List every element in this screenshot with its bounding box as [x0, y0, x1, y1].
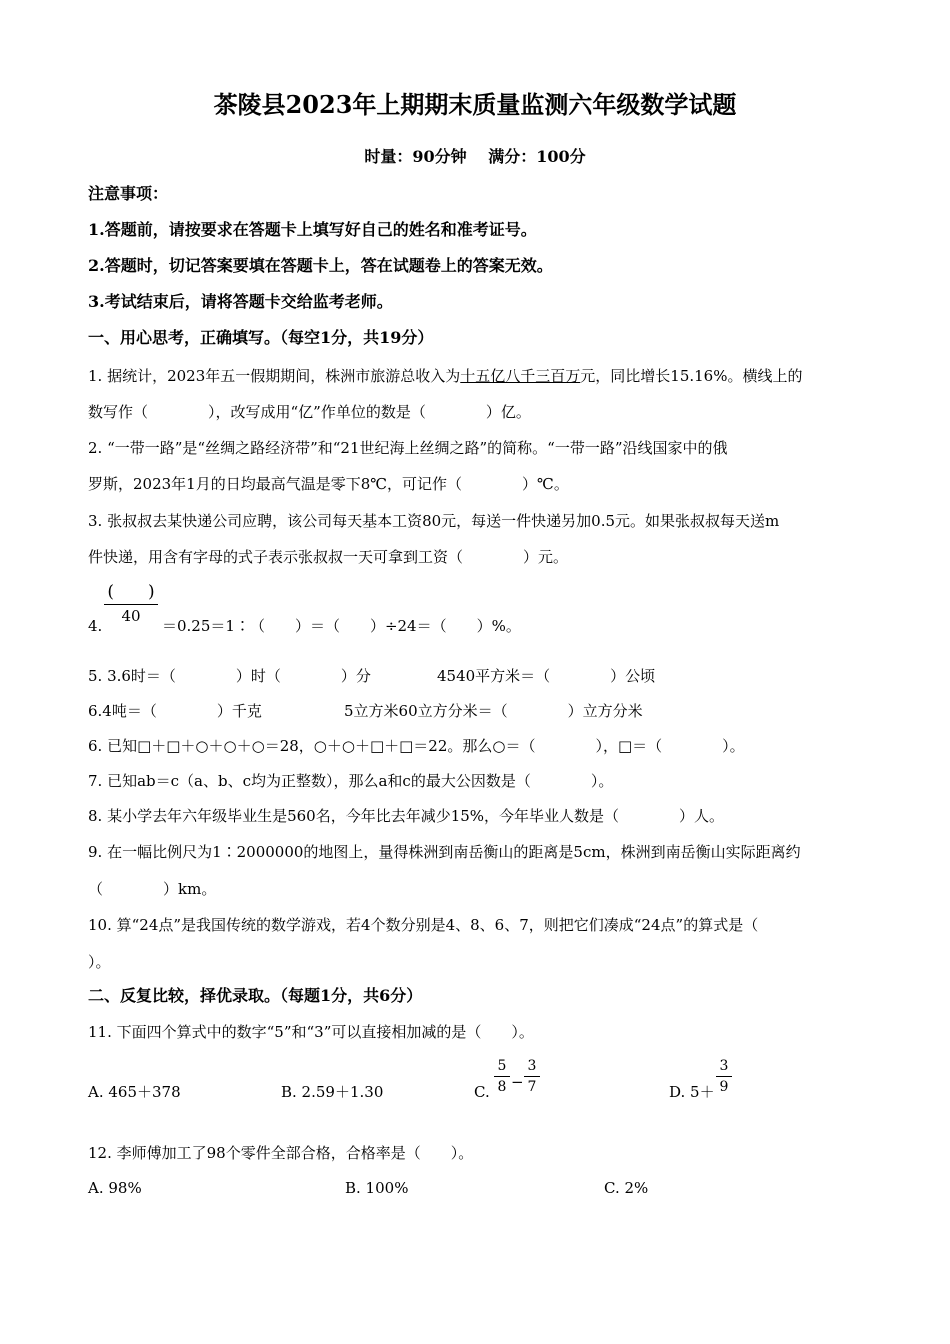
q9-line1: 9. 在一幅比例尺为1∶2000000的地图上，量得株洲到南岳衡山的距离是5cm，株洲到南岳衡山实际距离约 [88, 843, 801, 861]
q11-d-fraction-denominator: 9 [719, 1079, 729, 1095]
q4-fraction-denominator: 40 [121, 607, 141, 625]
q9-line2: （ ）km。 [88, 880, 217, 898]
q11-option-a: A. 465＋378 [88, 1083, 181, 1101]
exam-subtitle: 时量：90分钟 满分：100分 [364, 147, 586, 166]
q11-c-fraction-1 [494, 1058, 510, 1095]
q10-line2: ）。 [88, 953, 111, 971]
q4-number: 4. [88, 617, 103, 635]
q11-d-fraction-bar [716, 1076, 732, 1077]
q5-mass: 6.4吨＝（ ）千克 [88, 702, 262, 720]
q5-time: 5. 3.6时＝（ ）时（ ）分 [88, 667, 371, 685]
q11-c-fraction-2-denominator: 7 [527, 1079, 537, 1095]
q6: 6. 已知□＋□＋○＋○＋○＝28，○＋○＋□＋□＝22。那么○＝（ ），□＝（ ）。 [88, 737, 745, 755]
notes-heading: 注意事项： [88, 184, 169, 203]
q1-underlined-number: 十五亿八千三百万 [460, 367, 581, 385]
q11-c-fraction-2-bar [524, 1076, 540, 1077]
q12-option-c: C. 2% [604, 1179, 649, 1197]
q1-text-a: 1. 据统计，2023年五一假期期间，株洲市旅游总收入为 [88, 367, 461, 385]
q4-fraction-bar [104, 604, 158, 605]
q2-line2: 罗斯，2023年1月的日均最高气温是零下8℃，可记作（ ）℃。 [88, 475, 569, 493]
q11-c-fraction-1-bar [494, 1076, 510, 1077]
note-item: 1.答题前，请按要求在答题卡上填写好自己的姓名和准考证号。 [88, 220, 537, 239]
q3-line2: 件快递，用含有字母的式子表示张叔叔一天可拿到工资（ ）元。 [88, 548, 569, 566]
q1-line1 [88, 366, 802, 386]
section1-heading: 一、用心思考，正确填写。（每空1分，共19分） [88, 328, 434, 347]
q3-line1: 3. 张叔叔去某快递公司应聘，该公司每天基本工资80元，每送一件快递另加0.5元。如果张叔叔每天送m [88, 512, 780, 530]
q11-option-d-label: D. 5＋ [669, 1083, 715, 1101]
q4-fraction [104, 582, 158, 625]
q4-fraction-numerator: ( ) [107, 582, 155, 602]
q12-stem: 12. 李师傅加工了98个零件全部合格，合格率是（ ）。 [88, 1144, 474, 1162]
q11-d-fraction [716, 1058, 732, 1095]
q1-line2: 数写作（ ），改写成用“亿”作单位的数是（ ）亿。 [88, 403, 531, 421]
q2-line1: 2. “一带一路”是“丝绸之路经济带”和“21世纪海上丝绸之路”的简称。“一带一路”沿线国家中的俄 [88, 439, 728, 457]
q4-rest: ＝0.25＝1∶（ ）＝（ ）÷24＝（ ）%。 [162, 617, 521, 635]
note-item: 3.考试结束后，请将答题卡交给监考老师。 [88, 292, 393, 311]
q11-c-fraction-2-numerator: 3 [527, 1058, 537, 1074]
q7: 7. 已知ab＝c（a、b、c均为正整数），那么a和c的最大公因数是（ ）。 [88, 772, 614, 790]
section2-heading: 二、反复比较，择优录取。（每题1分，共6分） [88, 986, 423, 1005]
exam-title: 茶陵县2023年上期期末质量监测六年级数学试题 [213, 90, 737, 119]
q5-area: 4540平方米＝（ ）公顷 [437, 667, 656, 685]
q11-option-c-label: C. [474, 1083, 490, 1101]
q11-stem: 11. 下面四个算式中的数字“5”和“3”可以直接相加减的是（ ）。 [88, 1023, 534, 1041]
q12-option-a: A. 98% [88, 1179, 142, 1197]
q10-line1: 10. 算“24点”是我国传统的数学游戏，若4个数分别是4、8、6、7，则把它们凑成“24点”的算式是（ [88, 916, 759, 934]
q12-option-b: B. 100% [345, 1179, 409, 1197]
q11-d-fraction-numerator: 3 [719, 1058, 729, 1074]
q11-c-operator: − [511, 1073, 524, 1091]
q11-c-fraction-2 [524, 1058, 540, 1095]
q11-option-b: B. 2.59＋1.30 [281, 1083, 384, 1101]
q11-c-fraction-1-numerator: 5 [497, 1058, 507, 1074]
q11-c-fraction-1-denominator: 8 [497, 1079, 507, 1095]
q8: 8. 某小学去年六年级毕业生是560名，今年比去年减少15%，今年毕业人数是（ ）人。 [88, 807, 725, 825]
q5-volume: 5立方米60立方分米＝（ ）立方分米 [344, 702, 643, 720]
note-item: 2.答题时，切记答案要填在答题卡上，答在试题卷上的答案无效。 [88, 256, 553, 275]
q1-text-b: 元，同比增长15.16%。横线上的 [580, 367, 803, 385]
